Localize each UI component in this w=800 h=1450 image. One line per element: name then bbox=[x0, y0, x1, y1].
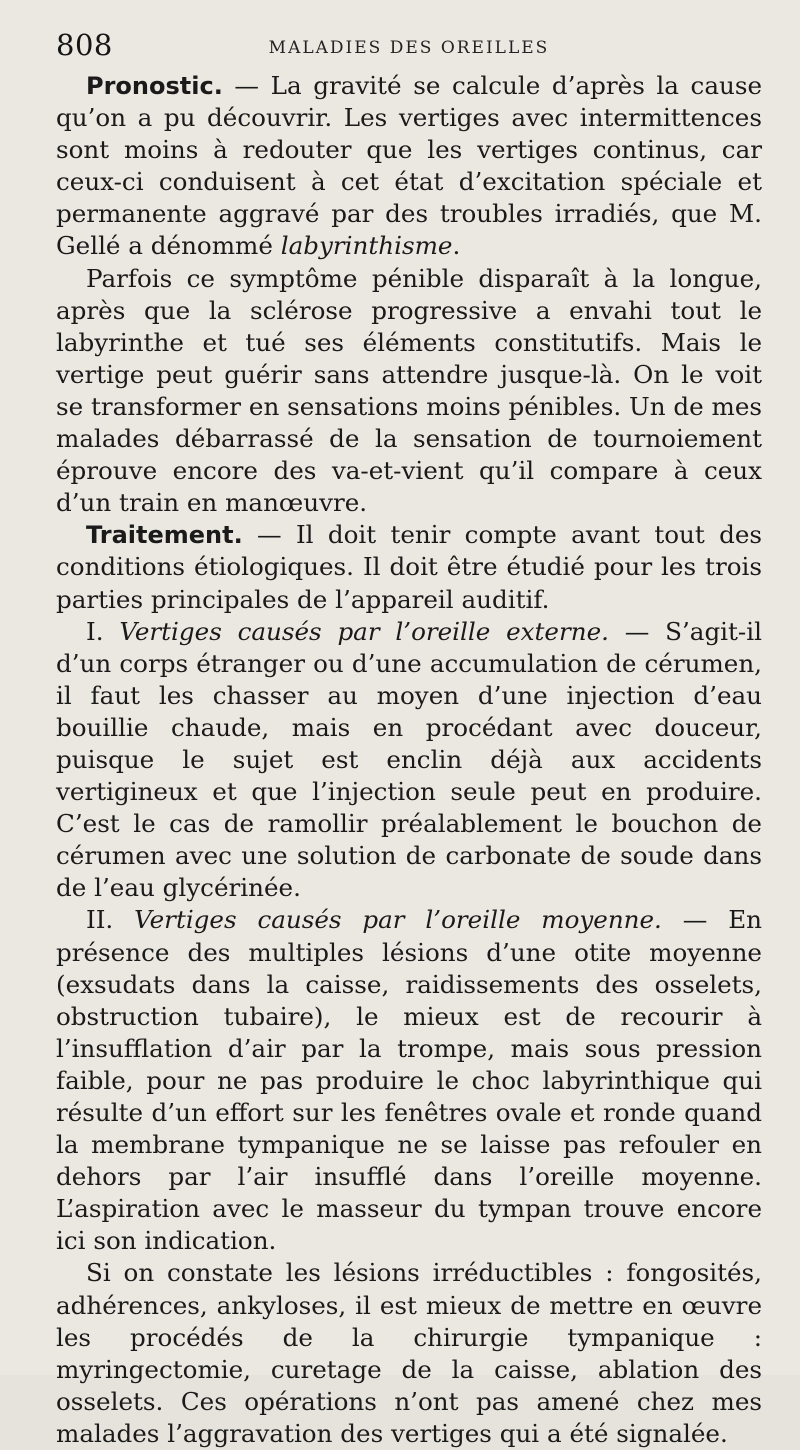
section-lead-traitement: Traitement. bbox=[86, 521, 243, 550]
paragraph-oreille-moyenne bbox=[56, 904, 762, 1257]
dash-separator: — bbox=[661, 905, 729, 935]
dash-separator: — bbox=[608, 616, 666, 646]
paragraph-tail: . bbox=[452, 231, 461, 261]
paragraph-text: La gravité se calcule d’après la cause qu’on a pu découvrir. Les vertiges avec intermittences sont moins à redouter que les vertiges continus, car ceux-ci conduisent à cet état d’excitation spéciale et permanente aggravé par des troubles irradiés, que M. Gellé a dénommé bbox=[56, 71, 763, 261]
page-number: 808 bbox=[56, 28, 113, 62]
paragraph-pronostic bbox=[56, 70, 762, 263]
subsection-number: I. bbox=[86, 616, 104, 646]
paragraph-text: S’agit-il d’un corps étranger ou d’une accumulation de cérumen, il faut les chasser au moyen d’une injection d’eau bouillie chaude, mais en procédant avec douceur, puisque le sujet est enclin déjà aux accidents vertigineux et que l’injection seule peut en produire. C’est le cas de ramollir préalablement le bouchon de cérumen avec une solution de carbonate de soude dans de l’eau glycérinée. bbox=[56, 616, 762, 903]
paragraph-text: Si on constate les lésions irréductibles : fongosités, adhérences, ankyloses, il est mieux de mettre en œuvre les procédés de la chirurgie tympanique : myringectomie, curetage de la caisse, ablation des osselets. Ces opérations n’ont pas amené chez mes malades l’aggravation des vertiges qui a été signalée. bbox=[56, 1258, 762, 1448]
subsection-heading: Vertiges causés par l’oreille moyenne. bbox=[134, 905, 662, 935]
italic-term: labyrinthisme bbox=[280, 231, 453, 261]
paragraph-text: Parfois ce symptôme pénible disparaît à la longue, après que la sclérose progressive a envahi tout le labyrinthe et tué ses éléments constitutifs. Mais le vertige peut guérir sans attendre jusque-là. On le voit se transformer en sensations moins pénibles. Un de mes malades débarrassé de la sensation de tournoiement éprouve encore des va-et-vient qu’il compare à ceux d’un train en manœuvre. bbox=[56, 263, 762, 518]
body-text bbox=[56, 70, 762, 1450]
paragraph-lesions bbox=[56, 1257, 762, 1450]
paragraph-oreille-externe bbox=[56, 616, 762, 905]
subsection-heading: Vertiges causés par l’oreille externe. bbox=[119, 616, 609, 646]
paragraph-text: Il doit tenir compte avant tout des conditions étiologiques. Il doit être étudié pour les trois parties principales de l’appareil auditif. bbox=[56, 520, 762, 614]
paragraph-parfois bbox=[56, 263, 762, 520]
dash-separator: — bbox=[222, 71, 271, 100]
dash-separator: — bbox=[242, 520, 296, 550]
subsection-number: II. bbox=[86, 905, 114, 935]
running-title: MALADIES DES OREILLES bbox=[268, 38, 550, 58]
paragraph-text: En présence des multiples lésions d’une otite moyenne (exsudats dans la caisse, raidissements des osselets, obstruction tubaire), le mieux est de recourir à l’insufflation d’air par la trompe, mais sous pression faible, pour ne pas produire le choc labyrinthique qui résulte d’un effort sur les fenêtres ovale et ronde quand la membrane tympanique ne se laisse pas refouler en dehors par l’air insufflé dans l’oreille moyenne. L’aspiration avec le masseur du tympan trouve encore ici son indication. bbox=[56, 905, 762, 1256]
page-header bbox=[56, 24, 762, 70]
section-lead-pronostic: Pronostic. bbox=[86, 72, 223, 100]
paragraph-traitement bbox=[56, 519, 762, 615]
